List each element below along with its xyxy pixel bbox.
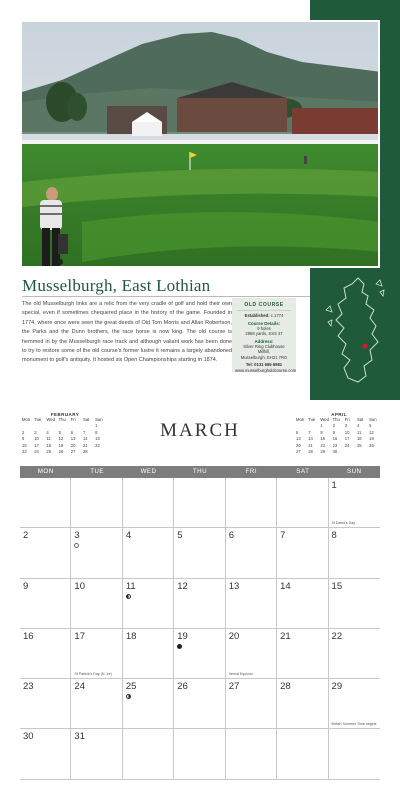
calendar-day-cell[interactable] — [174, 579, 225, 628]
mini-day: 26 — [369, 442, 374, 448]
calendar-day-cell[interactable] — [277, 579, 328, 628]
course-photo — [20, 20, 380, 268]
calendar-day-cell[interactable] — [20, 679, 71, 728]
mini-day: 8 — [95, 429, 98, 435]
day-number: 22 — [331, 630, 343, 642]
website: www.musselburgholdcourse.com — [235, 367, 297, 373]
calendar-day-cell[interactable] — [226, 679, 277, 728]
day-number: 27 — [228, 681, 240, 693]
day-number: 24 — [74, 681, 85, 693]
calendar-day-cell[interactable] — [329, 528, 380, 577]
mini-day: 11 — [356, 429, 362, 435]
calendar-day-cell[interactable] — [277, 679, 328, 728]
day-number: 15 — [331, 580, 343, 592]
calendar-day-cell — [71, 478, 122, 527]
calendar-day-cell[interactable] — [277, 528, 328, 577]
mini-day: 3 — [344, 423, 348, 429]
day-number: 26 — [177, 681, 188, 693]
calendar-day-cell[interactable] — [277, 629, 328, 678]
mini-day: 23 — [22, 449, 27, 455]
calendar-day-cell[interactable] — [123, 579, 174, 628]
new-moon-icon — [177, 644, 182, 649]
day-number: 20 — [228, 630, 240, 642]
page-title: Musselburgh, East Lothian — [22, 276, 211, 295]
weekday-sat: SAT — [296, 468, 310, 475]
mini-day: 22 — [320, 442, 326, 448]
mini-week-row — [296, 449, 382, 455]
weekday: Tue — [34, 417, 42, 422]
calendar-day-cell — [226, 729, 277, 778]
day-number: 14 — [280, 580, 291, 592]
weekday: Tue — [308, 417, 316, 422]
mini-day: 3 — [34, 429, 37, 435]
day-number: 25 — [125, 681, 137, 693]
day-number: 17 — [74, 630, 85, 642]
day-number: 21 — [280, 630, 291, 642]
weekday: Sat — [356, 417, 364, 422]
mini-day: 8 — [320, 429, 323, 435]
info-divider — [237, 310, 291, 311]
calendar-day-cell — [277, 729, 328, 778]
mini-day: 28 — [82, 449, 88, 455]
calendar-week-row — [20, 528, 380, 578]
scotland-map — [318, 270, 394, 390]
mini-day: 10 — [34, 436, 39, 442]
mini-day: 24 — [34, 449, 39, 455]
mini-day: 4 — [356, 423, 360, 429]
mini-day: 6 — [70, 429, 74, 435]
calendar-day-cell[interactable] — [20, 729, 71, 778]
telephone: Tel: 0131 665 6981 — [245, 362, 283, 367]
day-number: 7 — [280, 530, 286, 542]
mini-day: 23 — [332, 442, 338, 448]
calendar-day-cell[interactable] — [123, 528, 174, 577]
location-marker-icon — [362, 343, 367, 348]
mini-day: 13 — [296, 436, 301, 442]
mini-day: 21 — [82, 442, 88, 448]
mini-day: 22 — [95, 442, 100, 448]
march-calendar-grid — [20, 466, 380, 780]
day-number: 16 — [23, 630, 34, 642]
mini-day: 9 — [332, 429, 335, 435]
day-note: British Summer Time begins — [331, 722, 377, 727]
calendar-day-cell[interactable] — [20, 528, 71, 577]
established-value: c.1774 — [270, 313, 284, 318]
mini-day: 12 — [369, 429, 374, 435]
calendar-day-cell[interactable] — [174, 629, 225, 678]
mini-day: 7 — [308, 429, 311, 435]
weekday: Sat — [82, 417, 90, 422]
mini-day: 14 — [82, 436, 88, 442]
weekday: Fri — [344, 417, 350, 422]
day-number: 4 — [125, 530, 132, 542]
mini-day — [95, 449, 107, 455]
calendar-day-cell — [20, 478, 71, 527]
mini-day: 19 — [369, 436, 374, 442]
calendar-day-cell[interactable] — [20, 629, 71, 678]
details-label: Course Details: — [247, 320, 281, 326]
day-number: 2 — [23, 530, 29, 542]
mini-day: 28 — [308, 449, 313, 455]
weekday-wed: WED — [140, 468, 157, 475]
calendar-day-cell — [123, 478, 174, 527]
mini-day: 20 — [70, 442, 76, 448]
mini-day: 19 — [58, 442, 64, 448]
established-row — [235, 313, 293, 319]
calendar-day-cell — [174, 729, 225, 778]
details-holes: 9 holes — [257, 325, 271, 331]
mini-february-title: FEBRUARY — [50, 412, 80, 417]
mini-day: 26 — [58, 449, 64, 455]
mini-day — [357, 449, 369, 455]
mini-day: 15 — [320, 436, 326, 442]
weekday-header — [20, 466, 380, 478]
mini-day: 30 — [332, 449, 338, 455]
mini-day: 18 — [46, 442, 52, 448]
weekday: Thu — [58, 417, 66, 422]
weekday: Sun — [95, 417, 103, 422]
first-moon-icon — [126, 694, 131, 699]
calendar-day-cell — [123, 729, 174, 778]
mini-day: 25 — [356, 442, 362, 448]
mini-day: 11 — [46, 436, 51, 442]
day-number: 29 — [331, 681, 343, 693]
mini-day: 29 — [320, 449, 326, 455]
address-line1: Silver Ring Clubhouse — [243, 343, 285, 349]
mini-day — [345, 449, 357, 455]
calendar-day-cell — [174, 478, 225, 527]
mini-day: 14 — [308, 436, 313, 442]
weekday-thu: THU — [192, 468, 208, 475]
mini-april-days — [296, 423, 382, 455]
calendar-day-cell[interactable] — [71, 629, 122, 678]
day-number: 28 — [280, 681, 291, 693]
mini-day: 17 — [34, 442, 39, 448]
calendar-week-row — [20, 679, 380, 729]
mini-day: 21 — [308, 442, 313, 448]
weekday: Wed — [320, 417, 329, 422]
address-label: Address: — [254, 338, 274, 344]
calendar-day-cell[interactable] — [20, 579, 71, 628]
day-number: 1 — [331, 480, 337, 491]
month-title: MARCH — [160, 420, 240, 441]
full-moon-icon — [74, 543, 79, 548]
title-divider — [22, 296, 310, 297]
calendar-weeks — [20, 478, 380, 780]
day-number: 12 — [177, 580, 188, 592]
calendar-day-cell[interactable] — [329, 679, 380, 728]
mini-day: 5 — [58, 429, 61, 435]
day-note: St Patrick's Day (N. Ire) — [74, 672, 112, 677]
address-line3: Musselburgh, EH21 7RG — [240, 354, 288, 360]
mini-day: 7 — [82, 429, 86, 435]
day-number: 9 — [23, 580, 29, 592]
day-number: 30 — [23, 731, 34, 743]
mini-calendar-february — [22, 412, 108, 455]
calendar-day-cell[interactable] — [226, 579, 277, 628]
weekday: Mon — [22, 417, 31, 422]
calendar-day-cell — [277, 478, 328, 527]
calendar-day-cell[interactable] — [71, 528, 122, 577]
calendar-day-cell[interactable] — [71, 729, 122, 778]
day-number: 11 — [125, 580, 136, 592]
mini-day: 25 — [46, 449, 52, 455]
mini-day: 15 — [95, 436, 100, 442]
mini-day: 24 — [344, 442, 350, 448]
mini-day: 2 — [332, 423, 335, 429]
mini-april-title: APRIL — [331, 412, 347, 417]
address-line2: Millhill, — [257, 349, 271, 354]
mini-day: 10 — [344, 429, 350, 435]
day-number: 5 — [177, 530, 183, 542]
day-note: St David's Day — [331, 521, 355, 526]
calendar-day-cell[interactable] — [329, 629, 380, 678]
mini-day: 4 — [46, 429, 49, 435]
day-number: 13 — [228, 580, 240, 592]
calendar-day-cell[interactable] — [329, 579, 380, 628]
details-yards: 2968 yards, SSS 37 — [245, 331, 283, 336]
calendar-day-cell[interactable] — [71, 679, 122, 728]
weekday-sun: SUN — [346, 468, 362, 475]
calendar-day-cell[interactable] — [226, 528, 277, 577]
weekday-fri: FRI — [245, 468, 258, 475]
mini-day: 12 — [58, 436, 64, 442]
mini-february-days — [22, 423, 108, 455]
mini-day — [369, 449, 381, 455]
weekday-tue: TUE — [90, 468, 105, 475]
info-heading: OLD COURSE — [244, 302, 284, 308]
calendar-week-row — [20, 579, 380, 629]
calendar-day-cell — [226, 478, 277, 527]
mini-day: 18 — [356, 436, 362, 442]
mini-week-row — [22, 449, 108, 455]
calendar-day-cell[interactable] — [123, 679, 174, 728]
day-number: 23 — [23, 681, 34, 693]
day-number: 6 — [228, 530, 234, 542]
weekday: Wed — [46, 417, 55, 422]
mini-day: 16 — [332, 436, 338, 442]
weekday: Thu — [332, 417, 340, 422]
mini-day: 2 — [22, 429, 25, 435]
weekday: Sun — [369, 417, 377, 422]
mini-day: 17 — [344, 436, 350, 442]
day-number: 8 — [331, 530, 337, 542]
calendar-week-row — [20, 629, 380, 679]
calendar-day-cell[interactable] — [174, 528, 225, 577]
calendar-day-cell — [329, 729, 380, 778]
mini-day: 27 — [70, 449, 76, 455]
established-label: Established: — [244, 313, 270, 318]
calendar-day-cell[interactable] — [71, 579, 122, 628]
day-number: 3 — [74, 530, 80, 542]
calendar-week-row — [20, 729, 380, 779]
mini-day: 9 — [22, 436, 25, 442]
calendar-day-cell[interactable] — [174, 679, 225, 728]
mini-day: 5 — [369, 423, 372, 429]
mini-day: 16 — [22, 442, 27, 448]
mini-day: 20 — [296, 442, 301, 448]
day-number: 31 — [74, 731, 85, 743]
mini-day: 1 — [95, 423, 98, 429]
calendar-day-cell[interactable] — [123, 629, 174, 678]
course-description: The old Musselburgh links are a relic from the very cradle of golf and hold their own special, even if sometimes chequered place in the history of the game. Founded in 1774, where once were seen the great deeds of Old Tom Morris and Allan Robertson, the Parks and the Dunn brothers, the race horse is now king. The old course is hemmed in by the Musselburgh race track and although valiant work has been done to try to restore some of the old course's former lustre it remains a largely abandoned monument to golf's antiquity. It hosted six Open Championships starting in 1874. — [22, 301, 232, 364]
weekday: Mon — [296, 417, 305, 422]
mini-day: 27 — [296, 449, 301, 455]
mini-day: 6 — [296, 429, 299, 435]
course-info-box — [232, 298, 296, 372]
calendar-day-cell[interactable] — [226, 629, 277, 678]
last-moon-icon — [126, 594, 131, 599]
mini-day: 13 — [70, 436, 76, 442]
calendar-week-row — [20, 478, 380, 528]
day-number: 10 — [74, 580, 85, 592]
weekday: Fri — [70, 417, 76, 422]
day-note: Vernal Equinox — [228, 672, 253, 677]
weekday-mon: MON — [37, 468, 54, 475]
mini-day: 1 — [320, 423, 323, 429]
mini-calendar-april — [296, 412, 382, 455]
day-number: 18 — [125, 630, 137, 642]
day-number: 19 — [177, 630, 188, 642]
calendar-day-cell[interactable] — [329, 478, 380, 527]
